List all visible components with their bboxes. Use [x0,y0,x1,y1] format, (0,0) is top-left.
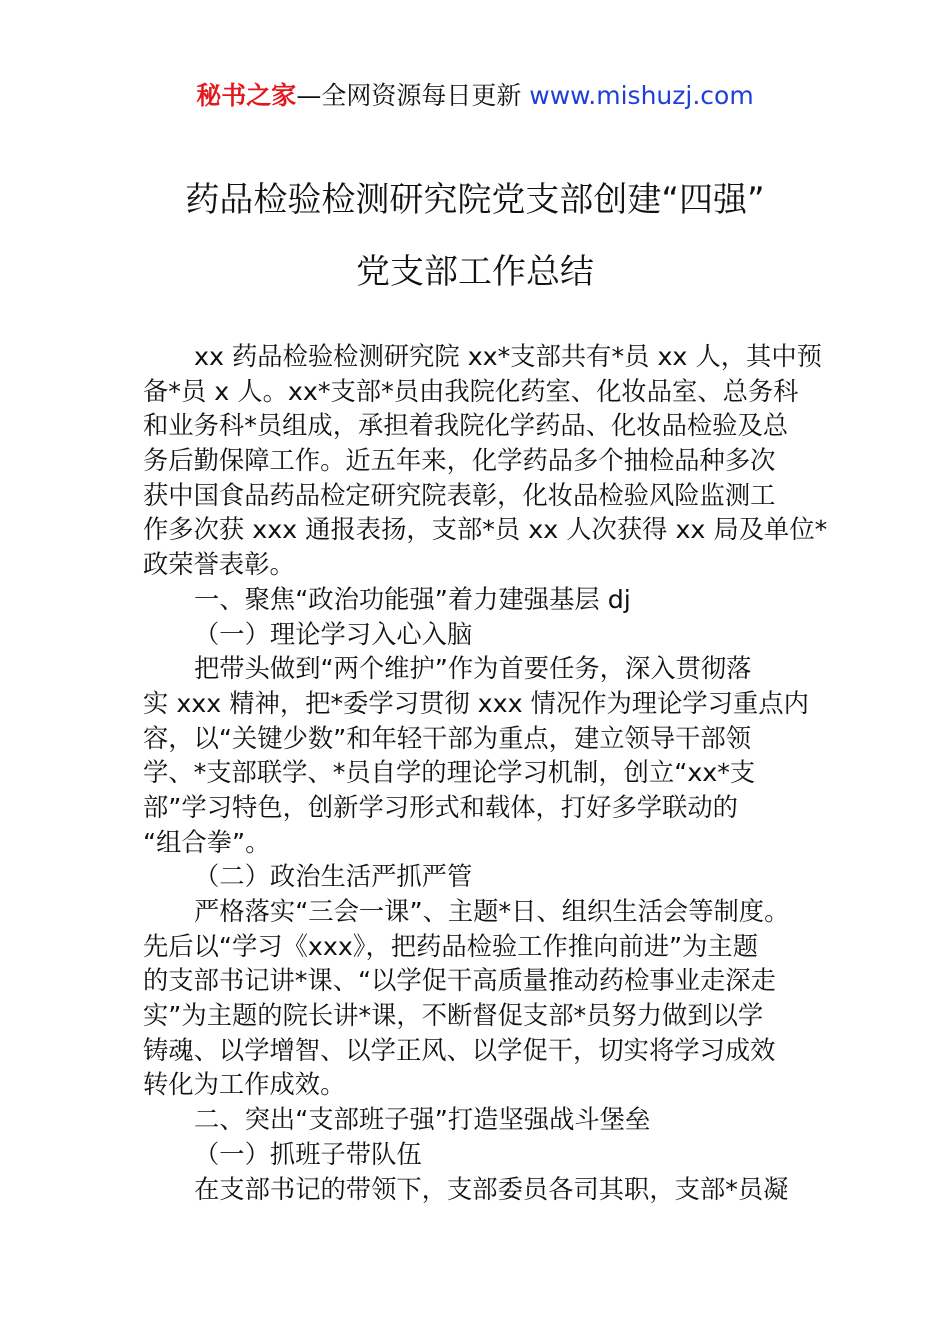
body-line: 获中国食品药品检定研究院表彰，化妆品检验风险监测工 [143,480,776,510]
body-line: 备*员 x 人。xx*支部*员由我院化药室、化妆品室、总务科 [143,376,799,406]
body-line: 严格落实“三会一课”、主题*日、组织生活会等制度。 [194,897,790,926]
document-title-line-2: 党支部工作总结 [356,252,594,292]
body-line: 部”学习特色，创新学习形式和载体，打好多学联动的 [143,792,738,822]
subsection-heading: （一）抓班子带队伍 [194,1139,422,1169]
body-line: 把带头做到“两个维护”作为首要任务，深入贯彻落 [194,654,752,684]
site-tagline: —全网资源每日更新 [296,81,530,110]
body-line: “组合拳”。 [143,827,271,857]
body-line: 作多次获 xxx 通报表扬，支部*员 xx 人次获得 xx 局及单位* [143,515,828,545]
body-line: 铸魂、以学增智、以学正风、以学促干，切实将学习成效 [143,1035,776,1065]
body-line: xx 药品检验检测研究院 xx*支部共有*员 xx 人，其中预 [194,342,822,371]
body-line: 转化为工作成效。 [143,1070,346,1100]
document-body [143,340,828,1207]
body-line: 在支部书记的带领下，支部委员各司其职，支部*员凝 [194,1174,789,1204]
body-line: 实”为主题的院长讲*课，不断督促支部*员努力做到以学 [143,1001,764,1031]
section-heading: 一、聚焦“政治功能强”着力建强基层 dj [194,584,631,614]
site-header [0,80,950,112]
subsection-heading: （一）理论学习入心入脑 [194,619,473,649]
body-line: 学、*支部联学、*员自学的理论学习机制，创立“xx*支 [143,758,756,788]
body-line: 先后以“学习《xxx》，把药品检验工作推向前进”为主题 [143,931,759,961]
body-line: 政荣誉表彰。 [143,550,295,580]
subsection-heading: （二）政治生活严抓严管 [194,862,473,892]
body-line: 的支部书记讲*课、“以学促干高质量推动药检事业走深走 [143,966,776,996]
site-url-link[interactable]: www.mishuzj.com [529,81,754,110]
section-heading: 二、突出“支部班子强”打造坚强战斗堡垒 [194,1105,651,1135]
body-line: 实 xxx 精神，把*委学习贯彻 xxx 情况作为理论学习重点内 [143,688,809,718]
site-brand: 秘书之家 [196,81,297,110]
body-line: 和业务科*员组成，承担着我院化学药品、化妆品检验及总 [143,411,789,441]
document-title-line-1: 药品检验检测研究院党支部创建“四强” [185,180,765,220]
body-line: 容，以“关键少数”和年轻干部为重点，建立领导干部领 [143,723,752,753]
body-line: 务后勤保障工作。近五年来，化学药品多个抽检品种多次 [143,446,776,476]
